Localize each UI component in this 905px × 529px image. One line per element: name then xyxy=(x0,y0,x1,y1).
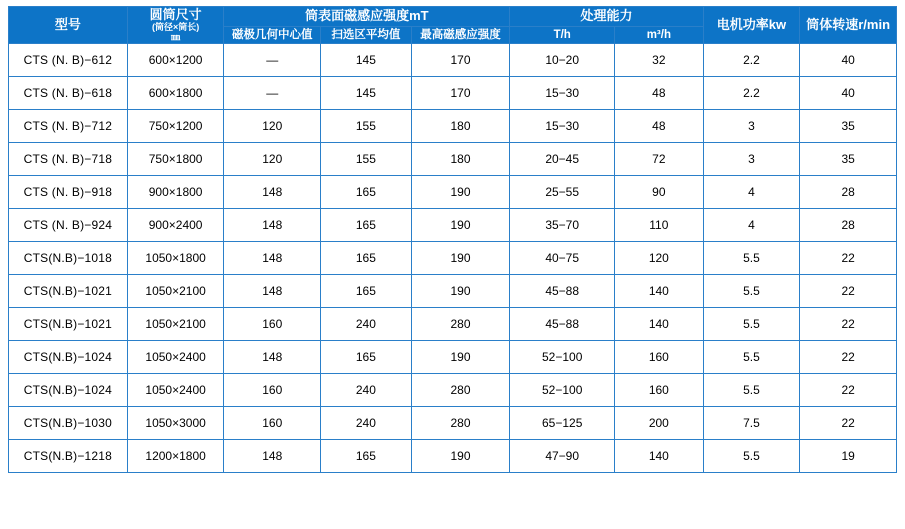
cell-motor-power: 5.5 xyxy=(703,440,800,473)
cell-surface-average: 155 xyxy=(321,110,412,143)
cell-surface-average: 145 xyxy=(321,77,412,110)
cell-dimension: 600×1800 xyxy=(127,77,224,110)
table-row xyxy=(9,44,897,77)
cell-surface-max: 190 xyxy=(411,440,510,473)
header-surface-center: 磁极几何中心值 xyxy=(224,26,321,43)
cell-motor-power: 7.5 xyxy=(703,407,800,440)
cell-motor-power: 5.5 xyxy=(703,341,800,374)
cell-capacity-th: 45−88 xyxy=(510,275,615,308)
cell-surface-max: 280 xyxy=(411,308,510,341)
cell-capacity-m3h: 48 xyxy=(615,110,704,143)
cell-surface-center: 160 xyxy=(224,374,321,407)
cell-surface-max: 280 xyxy=(411,374,510,407)
cell-capacity-m3h: 120 xyxy=(615,242,704,275)
header-dimension-sub2: ㎜ xyxy=(171,32,181,43)
cell-model: CTS(N.B)−1021 xyxy=(9,308,128,341)
cell-drum-speed: 40 xyxy=(800,44,897,77)
cell-surface-average: 165 xyxy=(321,341,412,374)
cell-drum-speed: 22 xyxy=(800,308,897,341)
cell-surface-average: 165 xyxy=(321,242,412,275)
cell-motor-power: 5.5 xyxy=(703,275,800,308)
header-dimension-title: 圆筒尺寸 xyxy=(149,7,202,22)
cell-motor-power: 3 xyxy=(703,143,800,176)
cell-capacity-m3h: 140 xyxy=(615,440,704,473)
cell-surface-center: 148 xyxy=(224,341,321,374)
cell-capacity-th: 10−20 xyxy=(510,44,615,77)
cell-capacity-th: 15−30 xyxy=(510,110,615,143)
cell-dimension: 1050×2100 xyxy=(127,308,224,341)
cell-capacity-th: 15−30 xyxy=(510,77,615,110)
table-row xyxy=(9,110,897,143)
cell-drum-speed: 22 xyxy=(800,242,897,275)
cell-surface-center: 148 xyxy=(224,440,321,473)
header-capacity-m3h: m³/h xyxy=(615,26,704,43)
cell-capacity-m3h: 72 xyxy=(615,143,704,176)
cell-motor-power: 3 xyxy=(703,110,800,143)
cell-surface-center: 160 xyxy=(224,407,321,440)
cell-surface-average: 165 xyxy=(321,440,412,473)
cell-drum-speed: 35 xyxy=(800,143,897,176)
cell-motor-power: 4 xyxy=(703,209,800,242)
header-capacity-th: T/h xyxy=(510,26,615,43)
cell-drum-speed: 35 xyxy=(800,110,897,143)
cell-surface-average: 145 xyxy=(321,44,412,77)
table-row xyxy=(9,308,897,341)
cell-dimension: 1050×3000 xyxy=(127,407,224,440)
table-row xyxy=(9,242,897,275)
cell-surface-center: — xyxy=(224,77,321,110)
cell-surface-average: 155 xyxy=(321,143,412,176)
cell-surface-max: 170 xyxy=(411,77,510,110)
cell-capacity-th: 47−90 xyxy=(510,440,615,473)
header-dimension xyxy=(127,7,224,44)
header-capacity-group: 处理能力 xyxy=(510,7,703,27)
cell-model: CTS(N.B)−1021 xyxy=(9,275,128,308)
cell-surface-center: 148 xyxy=(224,242,321,275)
cell-model: CTS (N. B)−718 xyxy=(9,143,128,176)
cell-model: CTS(N.B)−1030 xyxy=(9,407,128,440)
cell-surface-center: 148 xyxy=(224,176,321,209)
cell-drum-speed: 40 xyxy=(800,77,897,110)
table-body xyxy=(9,44,897,473)
cell-capacity-m3h: 200 xyxy=(615,407,704,440)
cell-capacity-m3h: 48 xyxy=(615,77,704,110)
cell-surface-center: 120 xyxy=(224,143,321,176)
cell-motor-power: 4 xyxy=(703,176,800,209)
table-row xyxy=(9,374,897,407)
cell-dimension: 750×1200 xyxy=(127,110,224,143)
table-row xyxy=(9,77,897,110)
cell-capacity-th: 25−55 xyxy=(510,176,615,209)
cell-surface-center: 120 xyxy=(224,110,321,143)
cell-capacity-th: 45−88 xyxy=(510,308,615,341)
cell-dimension: 600×1200 xyxy=(127,44,224,77)
cell-motor-power: 2.2 xyxy=(703,77,800,110)
cell-drum-speed: 22 xyxy=(800,341,897,374)
cell-dimension: 750×1800 xyxy=(127,143,224,176)
cell-surface-max: 280 xyxy=(411,407,510,440)
table-row xyxy=(9,143,897,176)
cell-capacity-m3h: 160 xyxy=(615,341,704,374)
cell-dimension: 900×2400 xyxy=(127,209,224,242)
cell-model: CTS (N. B)−918 xyxy=(9,176,128,209)
cell-capacity-th: 40−75 xyxy=(510,242,615,275)
cell-surface-average: 165 xyxy=(321,275,412,308)
cell-capacity-th: 35−70 xyxy=(510,209,615,242)
cell-model: CTS (N. B)−618 xyxy=(9,77,128,110)
cell-surface-center: 148 xyxy=(224,209,321,242)
cell-surface-max: 190 xyxy=(411,176,510,209)
cell-surface-max: 190 xyxy=(411,209,510,242)
cell-surface-center: 148 xyxy=(224,275,321,308)
table-row xyxy=(9,407,897,440)
table-row xyxy=(9,176,897,209)
cell-capacity-m3h: 160 xyxy=(615,374,704,407)
table-row xyxy=(9,275,897,308)
cell-capacity-m3h: 140 xyxy=(615,308,704,341)
header-surface-max: 最高磁感应强度 xyxy=(411,26,510,43)
cell-capacity-th: 52−100 xyxy=(510,374,615,407)
cell-capacity-m3h: 32 xyxy=(615,44,704,77)
cell-dimension: 1050×2400 xyxy=(127,341,224,374)
table-row xyxy=(9,209,897,242)
cell-model: CTS(N.B)−1018 xyxy=(9,242,128,275)
cell-dimension: 1200×1800 xyxy=(127,440,224,473)
cell-dimension: 1050×2100 xyxy=(127,275,224,308)
cell-motor-power: 2.2 xyxy=(703,44,800,77)
header-surface-group: 筒表面磁感应强度mT xyxy=(224,7,510,27)
cell-surface-max: 190 xyxy=(411,341,510,374)
header-surface-average: 扫选区平均值 xyxy=(321,26,412,43)
table-row xyxy=(9,440,897,473)
cell-capacity-th: 65−125 xyxy=(510,407,615,440)
header-model: 型号 xyxy=(9,7,128,44)
header-row-top xyxy=(9,7,897,27)
cell-drum-speed: 22 xyxy=(800,275,897,308)
table-header xyxy=(9,7,897,44)
cell-motor-power: 5.5 xyxy=(703,242,800,275)
cell-surface-max: 180 xyxy=(411,143,510,176)
cell-capacity-th: 52−100 xyxy=(510,341,615,374)
cell-capacity-m3h: 140 xyxy=(615,275,704,308)
cell-surface-average: 240 xyxy=(321,374,412,407)
cell-model: CTS (N. B)−712 xyxy=(9,110,128,143)
cell-drum-speed: 22 xyxy=(800,407,897,440)
cell-model: CTS(N.B)−1024 xyxy=(9,341,128,374)
cell-dimension: 900×1800 xyxy=(127,176,224,209)
cell-motor-power: 5.5 xyxy=(703,374,800,407)
cell-surface-max: 170 xyxy=(411,44,510,77)
cell-motor-power: 5.5 xyxy=(703,308,800,341)
header-motor-power: 电机功率kw xyxy=(703,7,800,44)
table-row xyxy=(9,341,897,374)
cell-model: CTS (N. B)−924 xyxy=(9,209,128,242)
cell-drum-speed: 19 xyxy=(800,440,897,473)
cell-drum-speed: 22 xyxy=(800,374,897,407)
cell-model: CTS(N.B)−1024 xyxy=(9,374,128,407)
header-dimension-sub1: (筒径×筒长) xyxy=(151,22,200,33)
cell-surface-max: 190 xyxy=(411,275,510,308)
cell-surface-average: 165 xyxy=(321,176,412,209)
cell-surface-max: 190 xyxy=(411,242,510,275)
magnetic-separator-spec-table xyxy=(8,6,897,473)
cell-surface-average: 240 xyxy=(321,308,412,341)
cell-surface-average: 240 xyxy=(321,407,412,440)
cell-drum-speed: 28 xyxy=(800,209,897,242)
cell-capacity-m3h: 110 xyxy=(615,209,704,242)
cell-dimension: 1050×2400 xyxy=(127,374,224,407)
cell-dimension: 1050×1800 xyxy=(127,242,224,275)
cell-surface-max: 180 xyxy=(411,110,510,143)
cell-capacity-th: 20−45 xyxy=(510,143,615,176)
cell-surface-center: 160 xyxy=(224,308,321,341)
cell-drum-speed: 28 xyxy=(800,176,897,209)
header-drum-speed: 筒体转速r/min xyxy=(800,7,897,44)
cell-capacity-m3h: 90 xyxy=(615,176,704,209)
cell-model: CTS(N.B)−1218 xyxy=(9,440,128,473)
cell-surface-average: 165 xyxy=(321,209,412,242)
cell-surface-center: — xyxy=(224,44,321,77)
cell-model: CTS (N. B)−612 xyxy=(9,44,128,77)
